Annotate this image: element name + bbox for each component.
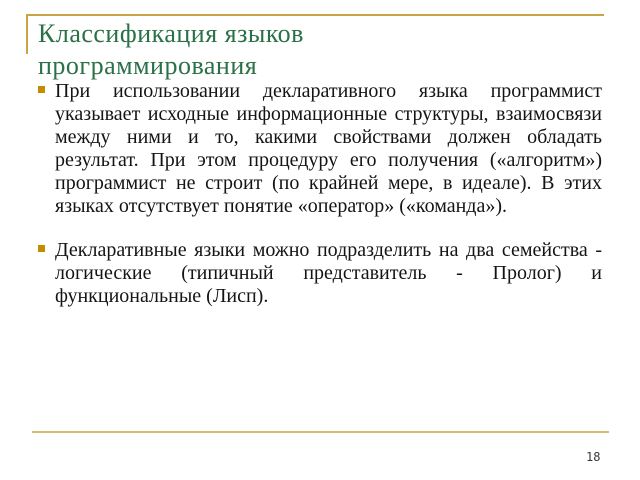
bullet-square-icon [38, 86, 45, 93]
left-accent-line [26, 14, 28, 54]
bullet-list [38, 80, 602, 329]
top-accent-line [26, 14, 604, 16]
bullet-square-icon [38, 245, 45, 252]
footer-divider-line [32, 431, 609, 433]
bullet-text: Декларативные языки можно подразделить на два семейства - логические (типичный представитель - Пролог) и функциональные (Лисп). [55, 239, 602, 307]
bullet-text: При использовании декларативного языка программист указывает исходные информационные структуры, взаимосвязи между ними и то, какими свойствами должен обладать результат. При этом процедуру его получения («алгоритм») программист не строит (по крайней мере, в идеале). В этих языках отсутствует понятие «оператор» («команда»). [55, 80, 602, 217]
page-number: 18 [586, 450, 601, 464]
slide-title: Классификация языков программирования [38, 19, 304, 80]
list-item [38, 239, 602, 308]
list-item [38, 80, 602, 218]
